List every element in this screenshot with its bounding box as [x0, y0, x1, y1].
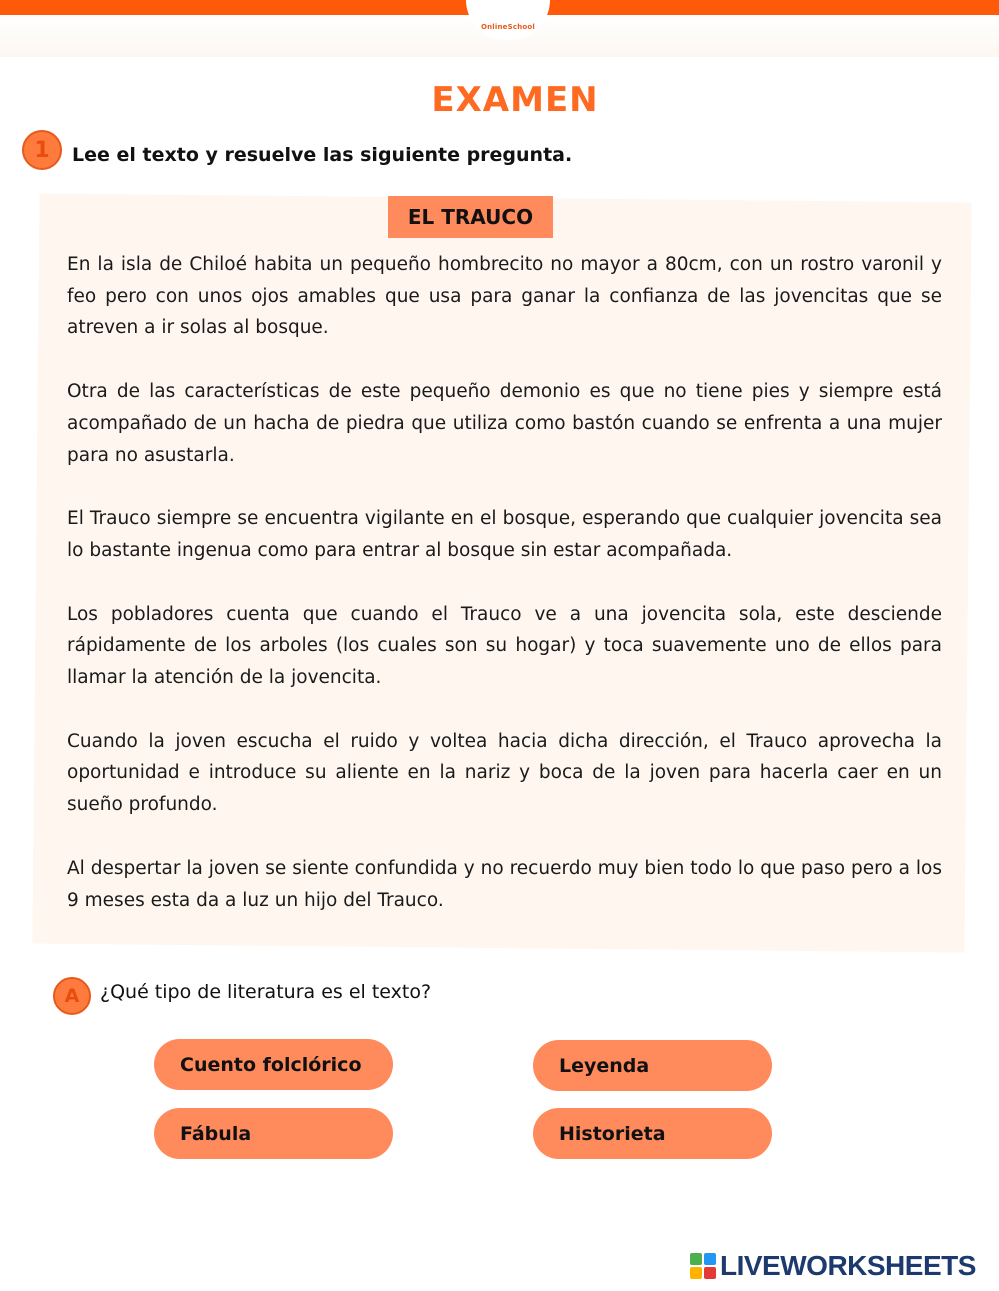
story-body: [67, 249, 942, 948]
icon-tile: [704, 1267, 716, 1279]
icon-tile: [690, 1267, 702, 1279]
story-title: EL TRAUCO: [388, 196, 553, 238]
question-a-badge: A: [53, 977, 91, 1015]
question-number-badge: 1: [22, 130, 62, 170]
story-paragraph: Al despertar la joven se siente confundida y no recuerdo muy bien todo lo que paso pero a los 9 meses esta da a luz un hijo del Trauco.: [67, 857, 942, 911]
liveworksheets-logo[interactable]: [690, 1250, 976, 1282]
story-paragraph: Otra de las características de este pequeño demonio es que no tiene pies y siempre está acompañado de un hacha de piedra que utiliza como bastón cuando se enfrenta a una mujer para no asustarla.: [67, 381, 942, 466]
instruction-text: Lee el texto y resuelve las siguiente pregunta.: [72, 144, 573, 166]
page-title: EXAMEN: [431, 80, 599, 120]
option-leyenda[interactable]: Leyenda: [533, 1040, 772, 1091]
icon-tile: [704, 1253, 716, 1265]
story-paragraph: En la isla de Chiloé habita un pequeño hombrecito no mayor a 80cm, con un rostro varonil y feo pero con unos ojos amables que usa para ganar la confianza de las jovencitas que se atreven a ir solas al bosque.: [67, 254, 942, 339]
story-paragraph: El Trauco siempre se encuentra vigilante en el bosque, esperando que cualquier jovencita sea lo bastante ingenua como para entrar al bosque sin estar acompañada.: [67, 508, 942, 561]
question-a-text: ¿Qué tipo de literatura es el texto?: [100, 981, 432, 1003]
option-cuento-folclorico[interactable]: Cuento folclórico: [154, 1039, 393, 1090]
brand-name: LIVEWORKSHEETS: [720, 1250, 976, 1281]
story-paragraph: Cuando la joven escucha el ruido y voltea hacia dicha dirección, el Trauco aprovecha la oportunidad e introduce su aliente en la nariz y boca de la joven para hacerla caer en un sueño profundo.: [67, 730, 942, 816]
logo-text: OnlineSchool: [480, 23, 536, 31]
icon-tile: [690, 1253, 702, 1265]
story-paragraph: Los pobladores cuenta que cuando el Trauco ve a una jovencita sola, este desciende rápidamente de los arboles (los cuales son su hogar) y toca suavemente uno de ellos para llamar la atención de la jovencita.: [67, 603, 942, 689]
option-fabula[interactable]: Fábula: [154, 1108, 393, 1159]
liveworksheets-icon: [690, 1253, 716, 1279]
option-historieta[interactable]: Historieta: [533, 1108, 772, 1159]
